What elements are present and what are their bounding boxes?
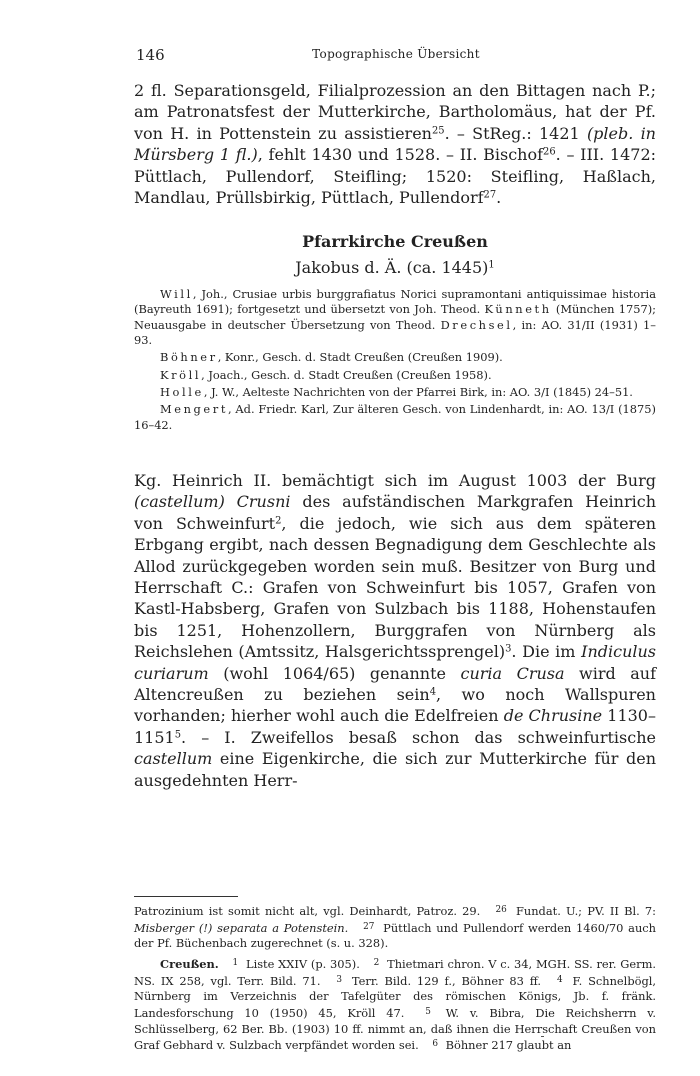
footnote-ref: 1 xyxy=(488,259,495,271)
text-run: Böhner 217 glaubt an xyxy=(445,1038,572,1053)
text-run: 2 fl. Separationsgeld, Filialprozession an den Bittagen nach P.; am Patronatsfest der Mutterkirche, Bartholomäus, hat der Pf. von H. in Pottenstein zu assistieren xyxy=(134,81,656,143)
text-run: Fundat. U.; PV. II Bl. 7: xyxy=(515,904,657,919)
text-run: (München 1757); Neuausgabe in deutscher Übersetzung von Theod. xyxy=(134,302,656,332)
author-name: Mengert xyxy=(160,402,228,417)
text-run: (wohl 1064/65) genannte xyxy=(208,663,461,683)
footnote-ref: 27 xyxy=(483,189,497,201)
text-run: Liste XXIV (p. 305). xyxy=(246,957,360,972)
text-run: Patrozinium ist somit nicht alt, vgl. Deinhardt, Patroz. 29. xyxy=(134,904,481,919)
text-run: , in: AO. 31/II (1931) 1–93. xyxy=(134,317,656,347)
text-run: wird auf Altencreußen zu beziehen sein xyxy=(134,663,657,705)
paragraph-text xyxy=(134,80,656,208)
text-run: , Joh., Crusiae urbis burggrafiatus Norici supramontani antiquissimae historia (Bayreuth 1691); fortgesetzt und übersetzt von Joh. Theod. xyxy=(134,287,656,317)
text-run: , Ad. Friedr. Karl, Zur älteren Gesch. von Lindenhardt, in: AO. 13/I (1875) 16–42. xyxy=(134,402,656,432)
author-name: Drechsel xyxy=(440,317,513,332)
text-run: F. Schnelbögl, Nürnberg im Verzeichnis der Tafelgüter des römischen Königs, Jb. f. fränk. Landesforschung 10 (1950) 45, Kröll 47. xyxy=(134,973,657,1021)
italic-text: castellum xyxy=(134,749,213,769)
paragraph-text xyxy=(134,470,656,791)
bibliography-entry xyxy=(134,287,656,348)
footnote-number: 26 xyxy=(495,905,507,915)
running-title: Topographische Übersicht xyxy=(312,47,480,61)
text-run: , J. W., Aelteste Nachrichten von der Pfarrei Birk, in: AO. 3/I (1845) 24–51. xyxy=(203,385,633,400)
text-run: , fehlt 1430 und 1528. – II. Bischof xyxy=(257,145,544,165)
text-run: , die jedoch, wie sich aus dem späteren Erbgang ergibt, nach dessen Begnadigung dem Geschlechte als Allod zurückgegeben worden sein muß. Besitzer von Burg und Herrschaft C.: Grafen von Schweinfurt bis 1057, Grafen von Kastl-Habsberg, Grafen von Sulzbach bis 1188, Hohenstaufen bis 1251, Hohenzollern, Burggrafen von Nürnberg als Reichslehen (Amtssitz, Halsgerichtssprengel) xyxy=(134,513,657,662)
footnote-ref: 3 xyxy=(505,643,512,655)
main-paragraph xyxy=(134,470,656,791)
italic-text: de Chrusine xyxy=(503,706,603,726)
text-run: . – I. Zweifellos besaß schon das schweinfurtische xyxy=(181,727,656,747)
footnote-number: 2 xyxy=(373,958,380,968)
footnotes xyxy=(134,903,656,1058)
author-name: Böhner xyxy=(160,350,218,365)
text-run: des aufständischen Markgrafen Heinrich von Schweinfurt xyxy=(134,492,657,533)
footnote-number: 4 xyxy=(556,974,563,985)
page-number: 146 xyxy=(136,46,165,64)
text-run: Püttlach und Pullendorf werden 1460/70 auch der Pf. Büchenbach zugerechnet (s. u. 328). xyxy=(134,920,656,951)
footnote-block xyxy=(134,903,656,952)
bold-text: Creußen. xyxy=(160,957,219,972)
bibliography-entry xyxy=(134,402,656,433)
text-run: . xyxy=(496,188,502,208)
author-name: Will xyxy=(160,287,193,301)
text-run: Kg. Heinrich II. bemächtigt sich im August 1003 der Burg xyxy=(134,471,656,490)
footnote-number: 6 xyxy=(432,1039,438,1050)
text-run: . – StReg.: 1421 xyxy=(444,123,587,143)
footnote-number: 27 xyxy=(363,921,375,932)
text-run: Thietmari chron. V c. 34, MGH. SS. rer. Germ. NS. IX 258, vgl. Terr. Bild. 71. xyxy=(134,957,656,988)
italic-text: Indiculus curiarum xyxy=(134,642,657,683)
section-title: Pfarrkirche Creußen xyxy=(302,232,488,251)
text-run: , Konr., Gesch. d. Stadt Creußen (Creußen 1909). xyxy=(217,350,503,365)
italic-text: (pleb. in Mürsberg 1 fl.) xyxy=(134,123,656,165)
text-run: , wo noch Wallspuren vorhanden; hierher wohl auch die Edelfreien xyxy=(134,685,656,726)
paragraph-continuation xyxy=(134,80,656,208)
text-run: eine Eigenkirche, die sich zur Mutterkirche für den ausgedehnten Herr- xyxy=(134,749,656,790)
footnote-number: 5 xyxy=(425,1007,431,1017)
text-run: Terr. Bild. 129 f., Böhner 83 ff. xyxy=(351,973,542,988)
text-run: 1130–1151 xyxy=(134,706,656,747)
footnote-number: 1 xyxy=(232,958,239,968)
footnote-ref: 4 xyxy=(429,686,437,698)
bibliography xyxy=(134,287,656,435)
bibliography-entry xyxy=(134,385,656,400)
italic-text: curia Crusa xyxy=(460,663,565,683)
patron-saint: Jakobus d. Ä. (ca. 1445) xyxy=(295,258,489,277)
italic-text: Misberger (!) separata a Potenstein. xyxy=(134,920,349,935)
author-name: Kröll xyxy=(160,367,202,382)
footnote-ref: 26 xyxy=(543,146,556,158)
text-run: . Die im xyxy=(511,642,582,662)
author-name: Künneth xyxy=(484,302,552,317)
footnote-ref: 2 xyxy=(275,515,282,527)
footnote-ref: 25 xyxy=(431,125,445,137)
text-run: . – III. 1472: Püttlach, Pullendorf, Steifling; 1520: Steifling, Haßlach, Mandlau, Prüllsbirkig, Püttlach, Pullendorf xyxy=(134,145,657,208)
footnote-ref: 5 xyxy=(174,729,182,741)
page-header xyxy=(136,46,656,66)
footnote-number: 3 xyxy=(336,974,343,985)
italic-text: (castellum) Crusni xyxy=(134,492,291,512)
text-run: W. v. Bibra, Die Reichsherrn v. Schlüsselberg, 62 Ber. Bb. (1903) 10 ff. nimmt an, daß ihnen die Herrschaft Creußen von Graf Gebhard v. Sulzbach verpfändet worden sei. xyxy=(134,1006,657,1053)
text-run: , Joach., Gesch. d. Stadt Creußen (Creußen 1958). xyxy=(201,367,492,382)
footnote-block xyxy=(134,956,656,1054)
bibliography-entry xyxy=(134,368,656,383)
author-name: Holle xyxy=(160,385,204,400)
section-subtitle xyxy=(134,257,656,279)
bibliography-entry xyxy=(134,350,656,365)
printer-mark xyxy=(541,1036,544,1037)
footnote-divider xyxy=(134,896,238,897)
